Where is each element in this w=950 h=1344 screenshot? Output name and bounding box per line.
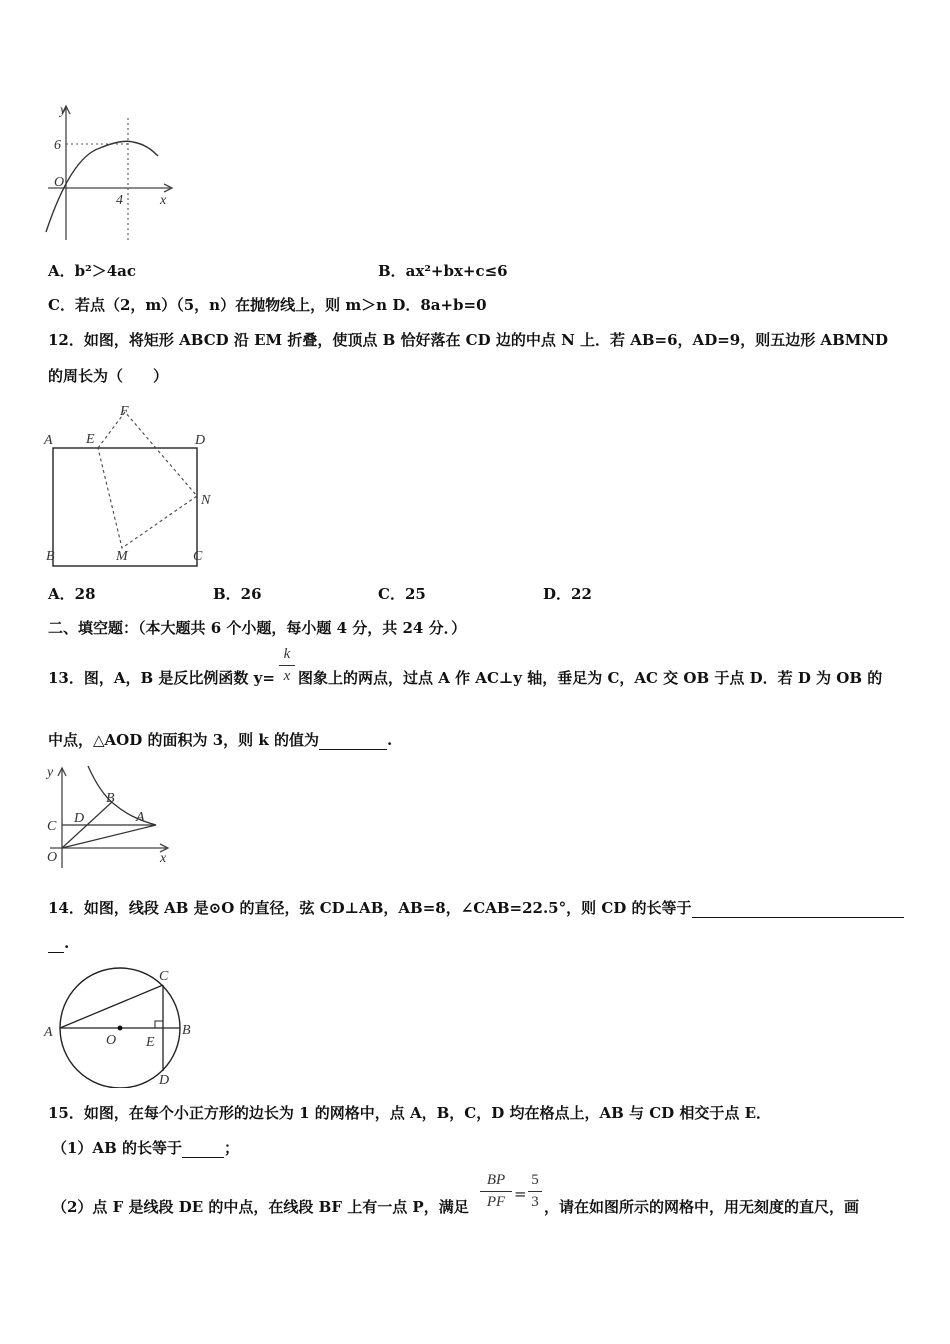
q13-stem-line2 [48, 731, 392, 750]
x-axis-label: x [160, 193, 167, 208]
q11-option-cd: C．若点（2，m）（5，n）在抛物线上，则 m＞n D．8a+b=0 [48, 296, 487, 314]
label-a: A [44, 1025, 53, 1040]
q11-option-b: B．ax²+bx+c≤6 [378, 262, 508, 280]
label-d: D [159, 1073, 170, 1088]
q12-stem-line2: 的周长为（ ） [48, 367, 169, 385]
y-axis-label: y [47, 765, 54, 780]
q13-stem-part2: 图象上的两点，过点 A 作 AC⊥y 轴，垂足为 C，AC 交 OB 于点 D．若 D 为 OB 的 [298, 669, 883, 687]
q15-fraction-bp-over-pf [480, 1172, 512, 1211]
frac-denominator: 3 [531, 1194, 539, 1210]
label-b: B [46, 549, 55, 564]
label-m: M [116, 549, 128, 564]
q15-fraction-5-over-3 [528, 1172, 542, 1211]
label-b: B [106, 791, 115, 806]
q12-option-b: B．26 [213, 585, 262, 603]
q15-part2-end: ，请在如图所示的网格中，用无刻度的直尺，画 [544, 1198, 860, 1216]
q12-rectangle-fold-figure [40, 400, 225, 568]
vertex-y-label: 6 [54, 138, 61, 153]
q14-stem [48, 899, 904, 918]
vertex-x-label: 4 [116, 193, 123, 208]
q15-part1 [52, 1139, 239, 1158]
x-axis-label: x [160, 851, 167, 866]
origin-label: O [54, 175, 65, 190]
q12-option-c: C．25 [378, 585, 426, 603]
frac-numerator: k [283, 646, 291, 662]
q12-stem-line1: 12．如图，将矩形 ABCD 沿 EM 折叠，使顶点 B 恰好落在 CD 边的中点 N 上．若 AB=6，AD=9，则五边形 ABMND [48, 331, 889, 349]
q14-stem-line2 [48, 934, 69, 953]
label-a: A [44, 433, 53, 448]
q14-stem-text: 14．如图，线段 AB 是⊙O 的直径，弦 CD⊥AB，AB=8，∠CAB=22.5°，则 CD 的长等于 [48, 899, 692, 917]
answer-blank[interactable] [692, 899, 904, 918]
q11-parabola-graph [38, 100, 178, 245]
label-d: D [74, 811, 85, 826]
label-f: F [120, 404, 129, 419]
origin-label: O [47, 850, 58, 865]
q12-option-d: D．22 [543, 585, 592, 603]
y-axis-label: y [60, 103, 67, 118]
q13-hyperbola-figure [38, 762, 173, 872]
q13-stem-part1: 13．图，A，B 是反比例函数 y= [48, 669, 275, 687]
answer-blank-continued[interactable] [48, 934, 64, 953]
answer-blank[interactable] [319, 731, 387, 750]
label-a: A [136, 810, 145, 825]
answer-blank[interactable] [182, 1139, 224, 1158]
q13-fraction-k-over-x [279, 646, 295, 685]
frac-numerator: 5 [531, 1172, 539, 1188]
q13-stem-text: 中点，△AOD 的面积为 3，则 k 的值为 [48, 731, 319, 749]
label-c: C [193, 549, 203, 564]
label-o: O [106, 1033, 117, 1048]
label-e: E [86, 432, 95, 447]
q15-equals-sign: = [514, 1185, 527, 1203]
label-e: E [146, 1035, 155, 1050]
q14-stem-end: . [64, 934, 70, 952]
frac-denominator: PF [486, 1194, 506, 1210]
q15-part1-end: ； [223, 1139, 239, 1157]
label-n: N [201, 493, 211, 508]
section-2-heading: 二、填空题：（本大题共 6 个小题，每小题 4 分，共 24 分．） [48, 619, 467, 637]
frac-denominator: x [283, 668, 291, 684]
q15-stem: 15．如图，在每个小正方形的边长为 1 的网格中，点 A，B，C，D 均在格点上，AB 与 CD 相交于点 E． [48, 1104, 772, 1122]
q13-stem-end: . [386, 731, 393, 749]
label-d: D [195, 433, 206, 448]
q14-circle-figure [40, 966, 200, 1088]
q15-part1-text: （1）AB 的长等于 [52, 1139, 182, 1157]
label-b: B [182, 1023, 191, 1038]
label-c: C [47, 819, 57, 834]
label-c: C [159, 969, 169, 984]
q11-option-a: A．b²＞4ac [48, 262, 136, 280]
frac-numerator: BP [486, 1172, 506, 1188]
q15-part2-start: （2）点 F 是线段 DE 的中点，在线段 BF 上有一点 P，满足 [52, 1198, 469, 1216]
q12-option-a: A．28 [48, 585, 96, 603]
